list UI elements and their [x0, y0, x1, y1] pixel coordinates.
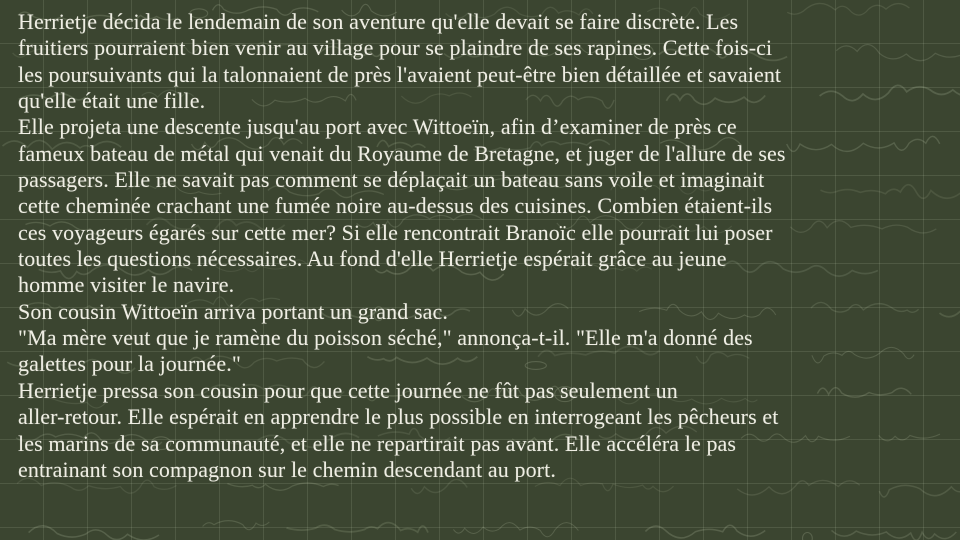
text-line: Herrietje décida le lendemain de son aventure qu'elle devait se faire discrète. Les [18, 9, 739, 34]
text-line: galettes pour la journée." [18, 351, 241, 377]
text-line: fruitiers pourraient bien venir au village pour se plaindre de ses rapines. Cette fois-ci [18, 35, 773, 61]
text-line: cette cheminée crachant une fumée noire au-dessus des cuisines. Combien étaient-ils [18, 193, 773, 219]
story-text [18, 9, 954, 483]
text-line: Herrietje pressa son cousin pour que cette journée ne fût pas seulement un [18, 377, 678, 403]
text-line: aller-retour. Elle espérait en apprendre le plus possible en interrogeant les pêcheurs et [18, 404, 779, 430]
text-line: homme visiter le navire. [18, 272, 235, 298]
text-line: fameux bateau de métal qui venait du Royaume de Bretagne, et juger de l'allure de ses [18, 140, 786, 166]
text-line: "Ma mère veut que je ramène du poisson séché," annonça-t-il. "Elle m'a donné des [18, 325, 753, 351]
text-line: entrainant son compagnon sur le chemin descendant au port. [18, 456, 556, 482]
text-line: les poursuivants qui la talonnaient de près l'avaient peut-être bien détaillée et savaient [18, 61, 782, 87]
text-line: Elle projeta une descente jusqu'au port avec Wittoeïn, afin d’examiner de près ce [18, 114, 737, 140]
text-line: toutes les questions nécessaires. Au fond d'elle Herrietje espérait grâce au jeune [18, 246, 727, 272]
text-line: Son cousin Wittoeïn arriva portant un grand sac. [18, 298, 448, 324]
text-line: passagers. Elle ne savait pas comment se déplaçait un bateau sans voile et imaginait [18, 167, 765, 193]
text-line: les marins de sa communauté, et elle ne repartirait pas avant. Elle accéléra le pas [18, 430, 737, 456]
text-line: ces voyageurs égarés sur cette mer? Si elle rencontrait Branoïc elle pourrait lui poser [18, 219, 773, 245]
text-line: qu'elle était une fille. [18, 88, 206, 114]
